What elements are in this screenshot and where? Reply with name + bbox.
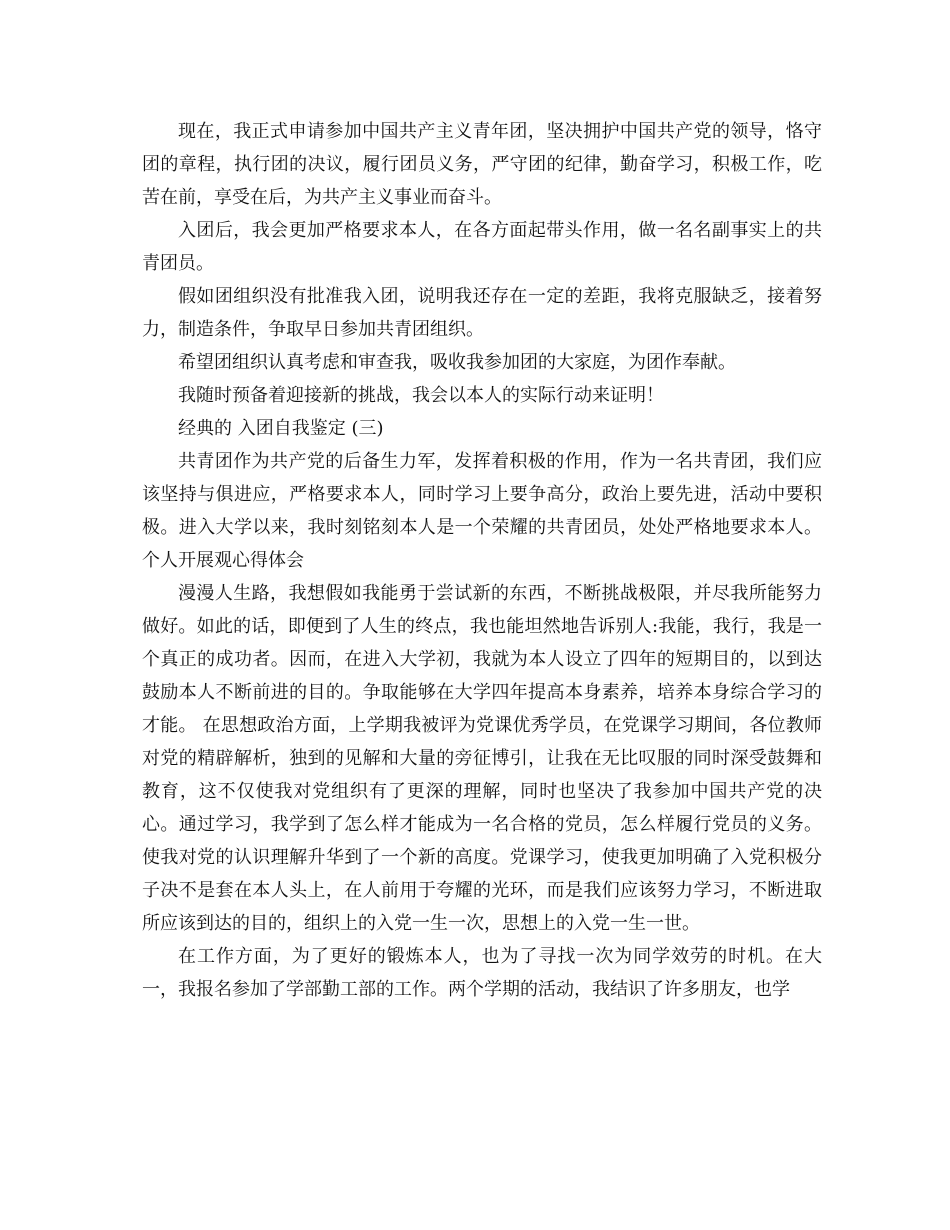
paragraph-5: 我随时预备着迎接新的挑战，我会以本人的实际行动来证明！ <box>178 385 664 406</box>
paragraph-8: 在工作方面，为了更好的锻炼本人，也为了寻找一次为同学效劳的时机。在大一，我报名参加了学部勤工部的工作。两个学期的活动，我结识了许多朋友，也学 <box>142 946 822 1000</box>
document-body <box>142 115 822 1006</box>
paragraph-2: 入团后，我会更加严格要求本人，在各方面起带头作用，做一名名副事实上的共青团员。 <box>142 220 822 274</box>
paragraph-1: 现在，我正式申请参加中国共产主义青年团，坚决拥护中国共产党的领导，恪守团的章程，执行团的决议，履行团员义务，严守团的纪律，勤奋学习，积极工作，吃苦在前，享受在后，为共产主义事业而奋斗。 <box>142 121 822 208</box>
paragraph-7: 漫漫人生路，我想假如我能勇于尝试新的东西，不断挑战极限，并尽我所能努力做好。如此的话，即便到了人生的终点，我也能坦然地告诉别人:我能，我行，我是一个真正的成功者。因而，在进入大学初，我就为本人设立了四年的短期目的，以到达鼓励本人不断前进的目的。争取能够在大学四年提高本身素养，培养本身综合学习的才能。 在思想政治方面，上学期我被评为党课优秀学员，在党课学习期间，各位教师对党的精辟解析，独到的见解和大量的旁征博引，让我在无比叹服的同时深受鼓舞和教育，这不仅使我对党组织有了更深的理解，同时也坚决了我参加中国共产党的决心。通过学习，我学到了怎么样才能成为一名合格的党员，怎么样履行党员的义务。使我对党的认识理解升华到了一个新的高度。党课学习，使我更加明确了入党积极分子决不是套在本人头上，在人前用于夸耀的光环，而是我们应该努力学习，不断进取所应该到达的目的，组织上的入党一生一次，思想上的入党一生一世。 <box>142 583 822 934</box>
section-heading: 经典的 入团自我鉴定 (三) <box>178 418 384 439</box>
paragraph-4: 希望团组织认真考虑和审查我，吸收我参加团的大家庭，为团作奉献。 <box>178 352 736 373</box>
paragraph-6: 共青团作为共产党的后备生力军，发挥着积极的作用，作为一名共青团，我们应该坚持与俱进应，严格要求本人，同时学习上要争高分，政治上要先进，活动中要积极。进入大学以来，我时刻铭刻本人是一个荣耀的共青团员，处处严格地要求本人。个人开展观心得体会 <box>142 451 822 571</box>
paragraph-3: 假如团组织没有批准我入团，说明我还存在一定的差距，我将克服缺乏，接着努力，制造条件，争取早日参加共青团组织。 <box>142 286 822 340</box>
